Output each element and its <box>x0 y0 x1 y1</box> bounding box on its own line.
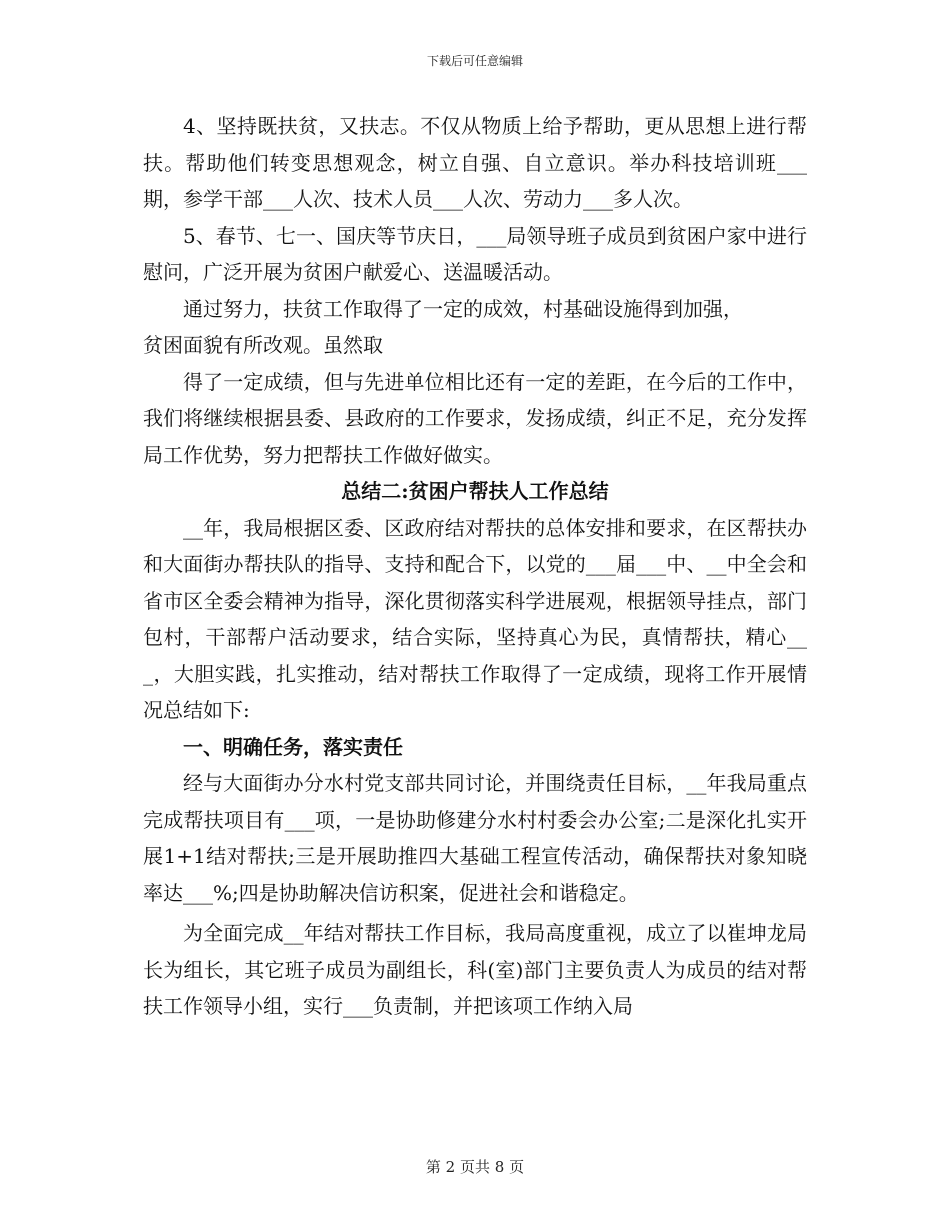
document-body <box>143 108 807 1025</box>
section-heading-one: 一、明确任务，落实责任 <box>183 734 403 759</box>
paragraph-achievement: 得了一定成绩，但与先进单位相比还有一定的差距，在今后的工作中，我们将继续根据县委、县政府的工作要求，发扬成绩，纠正不足，充分发挥局工作优势，努力把帮扶工作做好做实。 <box>143 369 807 467</box>
paragraph-tasks: 经与大面街办分水村党支部共同讨论，并围绕责任目标，__年我局重点完成帮扶项目有___项，一是协助修建分水村村委会办公室;二是深化扎实开展1+1结对帮扶;三是开展助推四大基础工程宣传活动，确保帮扶对象知晓率达___%;四是协助解决信访积案，促进社会和谐稳定。 <box>143 771 807 905</box>
paragraph-item-5: 5、春节、七一、国庆等节庆日，___局领导班子成员到贫困户家中进行慰问，广泛开展为贫困户献爱心、送温暖活动。 <box>143 223 807 284</box>
section-title-summary-two: 总结二:贫困户帮扶人工作总结 <box>341 479 609 503</box>
page-header-note: 下载后可任意编辑 <box>426 54 523 68</box>
paragraph-item-4: 4、坚持既扶贫，又扶志。不仅从物质上给予帮助，更从思想上进行帮扶。帮助他们转变思想观念，树立自强、自立意识。举办科技培训班___期，参学干部___人次、技术人员___人次、劳动力___多人次。 <box>143 114 807 211</box>
paragraph-intro: __年，我局根据区委、区政府结对帮扶的总体安排和要求，在区帮扶办和大面街办帮扶队的指导、支持和配合下，以党的___届___中、__中全会和省市区全委会精神为指导，深化贯彻落实科学进展观，根据领导挂点，部门包村，干部帮户活动要求，结合实际，坚持真心为民，真情帮扶，精心___，大胆实践，扎实推动，结对帮扶工作取得了一定成绩，现将工作开展情况总结如下: <box>143 515 807 722</box>
paragraph-leadership: 为全面完成__年结对帮扶工作目标，我局高度重视，成立了以崔坤龙局长为组长，其它班子成员为副组长，科(室)部门主要负责人为成员的结对帮扶工作领导小组，实行___负责制，并把该项工作纳入局 <box>143 921 807 1018</box>
page-number: 第 2 页共 8 页 <box>425 1158 525 1176</box>
paragraph-effect-continued: 贫困面貌有所改观。虽然取 <box>143 333 383 357</box>
paragraph-effect: 通过努力，扶贫工作取得了一定的成效，村基础设施得到加强， <box>183 296 743 321</box>
